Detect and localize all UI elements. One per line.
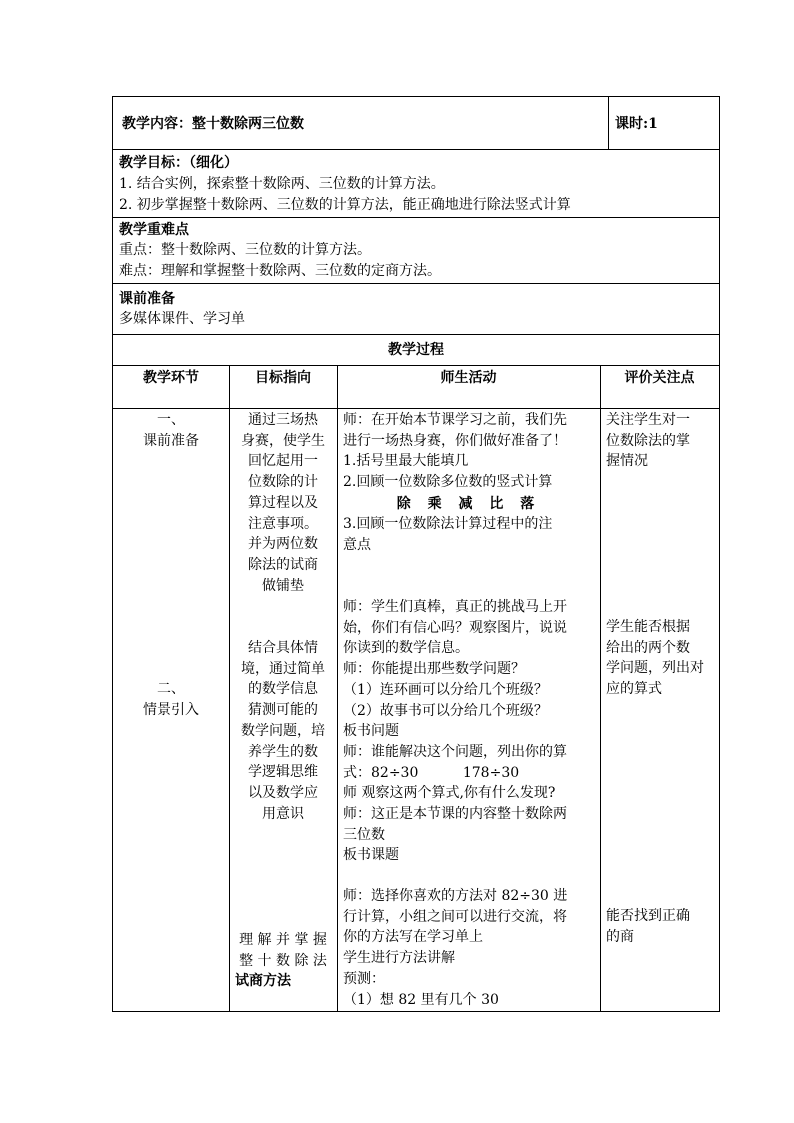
row-divider [113,408,719,409]
row-divider [113,283,719,284]
goals-title: 教学目标：（细化） [119,155,238,171]
goal-block-2: 结合具体情 境，通过简单 的数学信息 猜测可能的 数学问题，培 养学生的数 学逻辑思维 以及数学应 用意识 [241,640,325,822]
eval-block-3: 能否找到正确 的商 [606,908,690,945]
prep-title: 课前准备 [119,291,175,307]
prep-content: 多媒体课件、学习单 [119,311,245,327]
activity-block-2: 师：学生们真棒，真正的挑战马上开 始，你们有信心吗？观察图片，说说 你读到的数学信息。 师：你能提出那些数学问题？ （1）连环画可以分给几个班级？ （2）故事书可以分给几个班级？ 板书问题 师：谁能解决这个问题，列出你的算 式：82÷30 178÷30 师 观察这两个算式,你有什么发现? 师：这正是本节课的内容整十数除两 三位数 板书课题 [343,599,567,864]
activity-block-3: 师：选择你喜欢的方法对 82÷30 进 行计算，小组之间可以进行交流，将 你的方法写在学习单上 学生进行方法讲解 预测： （1）想 82 里有几个 30 [343,888,568,1008]
activity-block-1: 师：在开始本节课学习之前，我们先 进行一场热身赛，你们做好准备了！ 1.括号里最大能填几 2.回顾一位数除多位数的竖式计算 [343,412,567,491]
goal-item-2: 2. 初步掌握整十数除两、三位数的计算方法，能正确地进行除法竖式计算 [119,197,571,213]
col-header-evaluation: 评价关注点 [624,370,695,386]
col-divider [608,97,609,149]
col-header-stage: 教学环节 [143,370,199,386]
stage-2-name: 情景引入 [143,702,199,718]
row-divider [113,217,719,218]
eval-block-1: 关注学生对一 位数除法的掌 握情况 [606,412,690,470]
goal-block-1: 通过三场热 身赛，使学生 回忆起用一 位数除的计 算过程以及 注意事项。 并为两位数 除法的试商 做铺垫 [241,412,325,594]
col-divider [600,365,601,1011]
goal-item-1: 1. 结合实例，探索整十数除两、三位数的计算方法。 [119,176,445,192]
stage-1-name: 课前准备 [143,433,199,449]
row-divider [113,149,719,150]
row-divider [113,365,719,366]
keypoint-difficulty: 难点：理解和掌握整十数除两、三位数的定商方法。 [119,263,441,279]
lesson-hours: 课时:1 [615,116,658,132]
goal-block-3: 理 解 并 掌 握 整 十 数 除 法 试商方法 [235,932,327,990]
eval-block-2: 学生能否根据 给出的两个数 学问题，列出对 应的算式 [606,619,704,698]
lesson-content-title: 教学内容：整十数除两三位数 [122,116,304,132]
col-header-goal: 目标指向 [255,370,311,386]
activity-block-1b: 3.回顾一位数除法计算过程中的注 意点 [343,516,553,553]
keypoints-title: 教学重难点 [119,222,189,238]
row-divider [113,334,719,335]
process-title: 教学过程 [388,342,444,358]
stage-1-number: 一、 [157,412,185,428]
lesson-plan-table [112,96,720,1012]
stage-2-number: 二、 [157,681,185,697]
division-steps: 除 乘 减 比 落 [396,496,541,512]
keypoint-focus: 重点：整十数除两、三位数的计算方法。 [119,242,371,258]
col-header-activity: 师生活动 [440,370,497,386]
col-divider [337,365,338,1011]
